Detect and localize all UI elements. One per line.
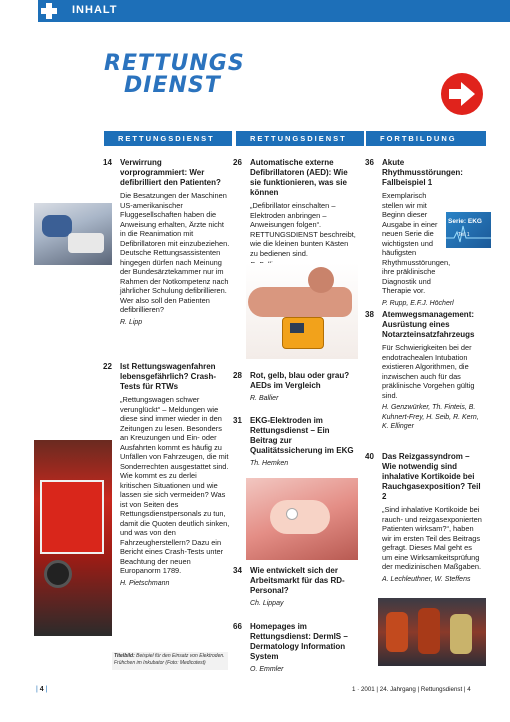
series-badge-part: Teil 1 xyxy=(458,232,470,238)
footer-issue: 1 · 2001 | 24. Jahrgang | Rettungsdienst | 4 xyxy=(352,686,471,693)
article-title: Wie entwickelt sich der Arbeitsmarkt für das RD-Personal? xyxy=(250,566,345,595)
article-31[interactable] xyxy=(233,416,358,469)
article-author: P. Rupp, E.F.J. Höcherl xyxy=(382,299,454,307)
article-number: 22 xyxy=(103,362,112,371)
article-body: Exemplarisch stellen wir mit Beginn dieser Ausgabe in einer neuen Serie die wichtigsten und häufigsten Rhythmusstörungen, ihre präklinische Diagnostik und Therapie vor. xyxy=(382,191,451,295)
column-header-2: RETTUNGSDIENST xyxy=(236,131,364,146)
article-14[interactable] xyxy=(103,158,230,327)
article-number: 34 xyxy=(233,566,242,575)
article-body: „Rettungswagen schwer verunglückt“ – Meldungen wie diese sind immer wieder in den Zeitungen zu lesen. Besonders an Kreuzungen und Ein- oder Ausfahrten kommt es häufig zu Unfällen von Fahrzeugen, die mit Sonderrechten ausgestattet sind. Wie kommt es zu derlei kritischen Situationen und wie lassen sie sich vermeiden? Was ist von Seiten des Rettungsdienstpersonals zu tun, damit die Quoten deutlich sinken, und was von den Fahrzeugherstellern? Dazu ein Bericht eines Crash-Tests unter Beachtung der neuen Europanorm 1789. xyxy=(120,395,230,575)
plus-icon xyxy=(38,0,60,22)
article-title: EKG-Elektroden im Rettungsdienst – Ein Beitrag zur Qualitätssicherung im EKG xyxy=(250,416,354,455)
article-title: Akute Rhythmusstörungen: Fallbeispiel 1 xyxy=(382,158,463,187)
article-title: Das Reizgassyndrom – Wie notwendig sind inhalative Kortikoide bei Rauchgasexposition? Teil 2 xyxy=(382,452,481,501)
article-number: 28 xyxy=(233,371,242,380)
page-number: | 4 | xyxy=(36,686,48,693)
article-author: R. Lipp xyxy=(120,318,143,326)
logo-line-2: DIENST xyxy=(124,73,221,98)
article-number: 36 xyxy=(365,158,374,167)
header-bar xyxy=(0,0,510,22)
caption-label: Titelbild: xyxy=(114,653,135,659)
header-block xyxy=(0,0,38,22)
article-number: 38 xyxy=(365,310,374,319)
article-author: A. Lechleuthner, W. Steffens xyxy=(382,575,471,583)
article-66[interactable] xyxy=(233,622,358,675)
photo-reanimation xyxy=(34,203,112,265)
article-number: 40 xyxy=(365,452,374,461)
article-34[interactable] xyxy=(233,566,358,609)
series-ekg-badge xyxy=(446,212,491,248)
caption-text: Beispiel für den Einsatz von Elektroden. Frühchen im Inkubator (Foto: Medicotest) xyxy=(114,653,225,666)
article-body: „Sind inhalative Kortikoide bei rauch- und reizgasexponierten Patienten wirksam?“, haben wir im ersten Teil des Beitrags gefragt. Dieses Mal geht es um eine Wirksamkeitsprüfung der medizinischen Maßgaben. xyxy=(382,505,482,571)
photo-premature-infant xyxy=(246,478,358,560)
section-label: INHALT xyxy=(72,4,118,16)
magazine-logo xyxy=(104,51,245,99)
photo-firefighters xyxy=(378,598,486,666)
article-author: Ch. Lippay xyxy=(250,600,284,607)
article-title: Atemwegsmanagement: Ausrüstung eines Notarzteinsatzfahrzeugs xyxy=(382,310,475,339)
page-number-value: 4 xyxy=(39,686,44,693)
column-header-3: FORTBILDUNG xyxy=(366,131,486,146)
arrow-right-icon xyxy=(441,73,483,115)
article-number: 31 xyxy=(233,416,242,425)
logo-line-1: RETTUNGS xyxy=(104,51,245,76)
article-38[interactable] xyxy=(365,310,482,432)
article-number: 66 xyxy=(233,622,242,631)
article-body: Die Besatzungen der Maschinen US-amerikanischer Fluggesellschaften haben die Anweisung erhalten, Ärzte nicht in die Reanimation mit Defibrillatoren mit einzubeziehen. Deutsche Rettungsassistenten hingegen dürfen nach Meinung der Bundesärztekammer nur im Rahmen der Notkompetenz nach jährlicher Schulung defibrillieren. Wer also soll den Patienten defibrillieren? xyxy=(120,191,230,314)
article-body: „Defibrillator einschalten – Elektroden anbringen – Anweisungen folgen“. RETTUNGSDIENST beschreibt, wie die kleinen bunten Kästen zu bedienen sind. xyxy=(250,201,356,258)
cover-caption xyxy=(112,652,228,670)
article-title: Ist Rettungswagenfahren lebensgefährlich? Crash-Tests für RTWs xyxy=(120,362,217,391)
column-header-1: RETTUNGSDIENST xyxy=(104,131,232,146)
article-author: H. Pietschmann xyxy=(120,579,170,587)
article-28[interactable] xyxy=(233,371,358,404)
article-body: Für Schwierigkeiten bei der endotrachealen Intubation existieren Algorithmen, die inzwischen auch für das präklinische Vorgehen gültig sind. xyxy=(382,343,475,400)
photo-ambulance-crash xyxy=(34,440,112,636)
article-author: H. Genzwürker, Th. Finteis, B. Kuhnert-Frey, H. Seib, R. Kern, K. Ellinger xyxy=(382,404,479,430)
article-title: Homepages im Rettungsdienst: DermIS – Dermatology Information System xyxy=(250,622,348,661)
article-number: 26 xyxy=(233,158,242,167)
photo-aed-mannequin xyxy=(246,263,358,359)
article-author: O. Emmler xyxy=(250,666,284,673)
article-title: Automatische externe Defibrillatoren (AED): Wie sie funktionieren, was sie können xyxy=(250,158,348,197)
article-26[interactable] xyxy=(233,158,358,271)
article-author: R. Ballier xyxy=(250,395,279,402)
article-title: Verwirrung vorprogrammiert: Wer defibrilliert den Patienten? xyxy=(120,158,221,187)
article-author: Th. Hemken xyxy=(250,460,289,467)
series-badge-title: Serie: EKG xyxy=(448,218,482,225)
article-22[interactable] xyxy=(103,362,230,588)
article-number: 14 xyxy=(103,158,112,167)
article-40[interactable] xyxy=(365,452,482,584)
article-title: Rot, gelb, blau oder grau? AEDs im Vergleich xyxy=(250,371,350,390)
